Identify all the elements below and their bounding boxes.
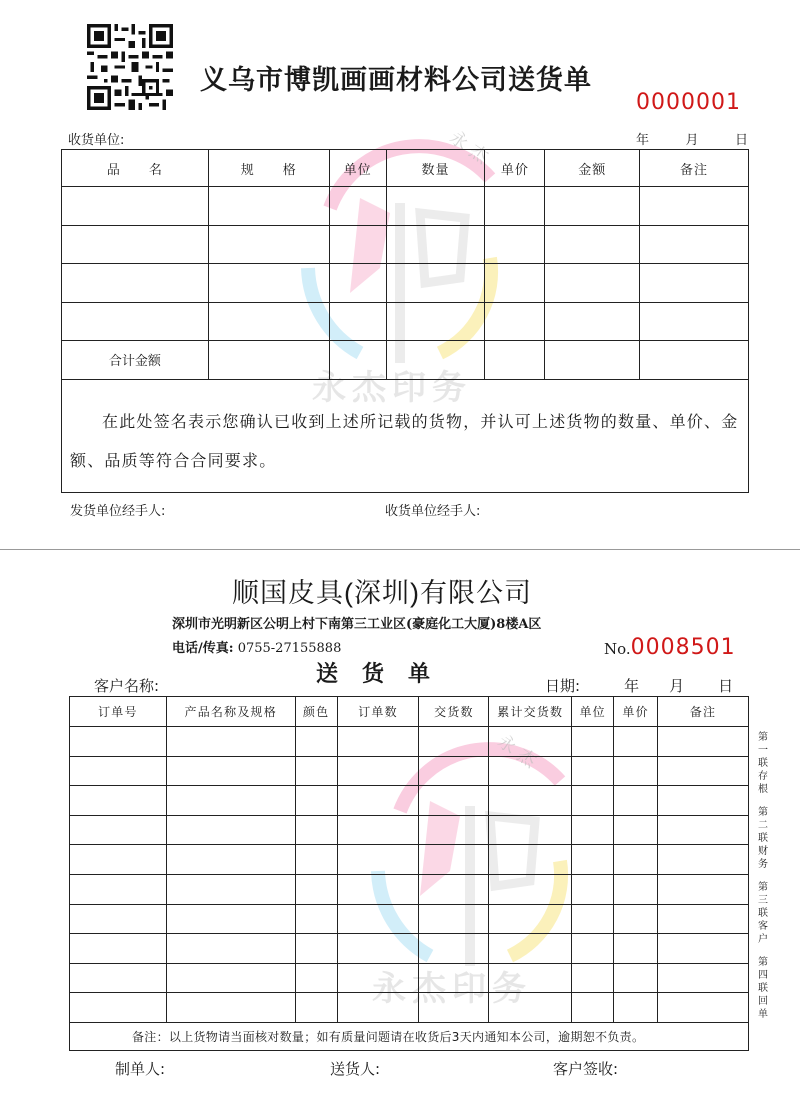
table-row [70, 934, 749, 964]
form2-serial [604, 635, 736, 660]
confirmation-note-text: 在此处签名表示您确认已收到上述所记载的货物，并认可上述货物的数量、单价、金额、品质等符合合同要求。 [70, 411, 739, 470]
company-name: 顺国皮具(深圳)有限公司 [232, 578, 532, 608]
customer-signature-label: 客户签收: [553, 1060, 619, 1078]
form2-note: 备注：以上货物请当面核对数量；如有质量问题请在收货后3天内通知本公司，逾期恕不负责。 [70, 1022, 749, 1050]
date-label: 日期: [545, 677, 581, 695]
form1-goods-table [61, 149, 749, 493]
date-day-label: 日 [718, 677, 734, 695]
receiver-handler-label: 收货单位经手人: [385, 504, 481, 519]
col-header-product-spec: 产品名称及规格 [166, 697, 295, 727]
confirmation-note [62, 379, 749, 492]
table-row [70, 815, 749, 845]
serial-no-value: 0008501 [630, 635, 736, 660]
date-day-label: 日 [734, 133, 748, 148]
col-header-remarks: 备注 [640, 150, 749, 187]
table-row [70, 904, 749, 934]
form1-serial-number: 0000001 [636, 90, 741, 115]
date-month-label: 月 [669, 677, 685, 695]
table-row [70, 874, 749, 904]
deliverer-label: 送货人: [330, 1060, 381, 1078]
table-row [70, 727, 749, 757]
date-year-label: 年 [624, 677, 640, 695]
copy-label-customer: 第三联客户 [758, 882, 768, 945]
sender-handler-label: 发货单位经手人: [70, 504, 166, 519]
qr-code [87, 24, 173, 110]
table-row [70, 845, 749, 875]
table-row [70, 756, 749, 786]
form1-date [636, 129, 748, 148]
company-address: 深圳市光明新区公明上村下南第三工业区(豪庭化工大厦)8楼A区 [172, 617, 542, 632]
delivery-form-1 [0, 0, 800, 548]
copy-label-finance: 第二联财务 [758, 807, 768, 870]
table-row [62, 225, 749, 264]
table-row [62, 264, 749, 303]
receiver-unit-label: 收货单位: [68, 133, 125, 148]
table-row [62, 302, 749, 341]
maker-label: 制单人: [115, 1060, 166, 1078]
page-divider [0, 549, 800, 550]
col-header-remarks: 备注 [658, 697, 749, 727]
table-header-row [70, 697, 749, 727]
col-header-unit-price: 单价 [485, 150, 545, 187]
date-year-label: 年 [636, 133, 650, 148]
watermark-small-text: 永杰 [445, 126, 497, 172]
col-header-unit: 单位 [329, 150, 386, 187]
col-header-amount: 金额 [545, 150, 640, 187]
table-header-row [62, 150, 749, 187]
col-header-order-qty: 订单数 [337, 697, 419, 727]
serial-no-label: No. [604, 640, 631, 658]
watermark-small-text: 永杰 [493, 730, 545, 776]
table-row [70, 993, 749, 1023]
col-header-quantity: 数量 [386, 150, 485, 187]
col-header-product-name: 品 名 [62, 150, 209, 187]
total-row [62, 341, 749, 380]
table-row [70, 786, 749, 816]
form2-goods-table [69, 696, 749, 1051]
table-row [62, 187, 749, 226]
customer-name-label: 客户名称: [94, 677, 160, 695]
col-header-delivered-qty: 交货数 [419, 697, 489, 727]
col-header-cumulative-qty: 累计交货数 [489, 697, 572, 727]
total-amount-label: 合计金额 [62, 341, 209, 380]
company-phone [172, 637, 341, 656]
col-header-color: 颜色 [295, 697, 337, 727]
table-row [70, 963, 749, 993]
form2-date [545, 675, 733, 696]
col-header-spec: 规 格 [208, 150, 329, 187]
document-title: 送货单 [316, 661, 455, 687]
col-header-unit-price: 单价 [614, 697, 658, 727]
col-header-unit: 单位 [572, 697, 614, 727]
copy-label-stub: 第一联存根 [758, 732, 768, 795]
watermark-text: 永杰印务 [372, 969, 532, 1009]
watermark-text: 永杰印务 [312, 368, 472, 408]
delivery-form-2 [0, 551, 800, 1097]
form1-title: 义乌市博凯画画材料公司送货单 [200, 65, 592, 96]
col-header-order-no: 订单号 [70, 697, 167, 727]
phone-value: 0755-27155888 [237, 641, 342, 656]
date-month-label: 月 [685, 133, 699, 148]
copy-label-receipt: 第四联回单 [758, 957, 768, 1020]
phone-label: 电话/传真: [172, 641, 234, 656]
